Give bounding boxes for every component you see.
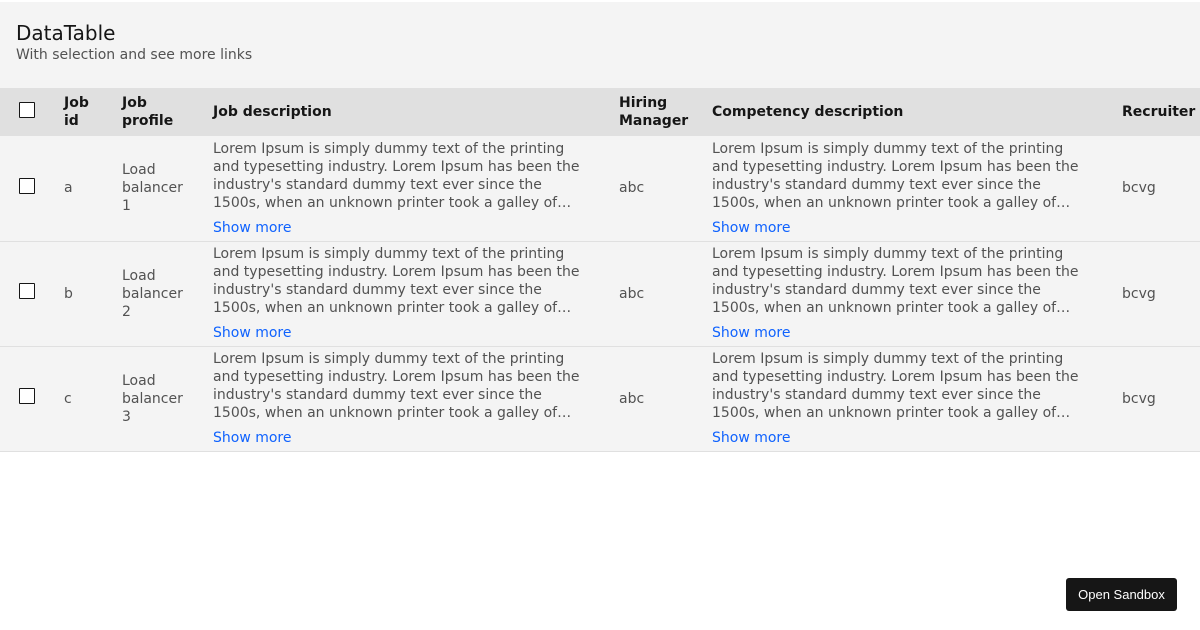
cell-recruiter: bcvg bbox=[1122, 285, 1156, 302]
row-select-checkbox[interactable] bbox=[19, 283, 35, 299]
job-description-text: Lorem Ipsum is simply dummy text of the printing and typesetting industry. Lorem Ipsum has been the industry's standard dummy text ever since the 1500s, when an unknown printer took a galley of bbox=[213, 351, 580, 421]
row-select-cell bbox=[0, 241, 48, 346]
header-job-profile[interactable]: Job profile bbox=[122, 95, 174, 129]
cell-recruiter: bcvg bbox=[1122, 180, 1156, 197]
cell-competency-description bbox=[696, 136, 1106, 241]
cell-job-profile: Load balancer 2 bbox=[122, 267, 183, 320]
cell-competency-description bbox=[696, 346, 1106, 451]
table-header-row bbox=[0, 88, 1200, 136]
cell-job-id: a bbox=[64, 180, 73, 197]
competency-description-show-more-link[interactable]: Show more bbox=[712, 219, 791, 236]
cell-job-description bbox=[197, 346, 603, 451]
competency-description-text: Lorem Ipsum is simply dummy text of the printing and typesetting industry. Lorem Ipsum has been the industry's standard dummy text ever since the 1500s, when an unknown printer took a galley of bbox=[712, 140, 1079, 211]
competency-description-show-more-link[interactable]: Show more bbox=[712, 430, 791, 446]
table-row bbox=[0, 136, 1200, 241]
select-all-checkbox[interactable] bbox=[19, 102, 35, 118]
cell-job-id: b bbox=[64, 285, 73, 302]
cell-job-description bbox=[197, 136, 603, 241]
table-row bbox=[0, 241, 1200, 346]
cell-job-profile: Load balancer 3 bbox=[122, 372, 183, 425]
cell-hiring-manager: abc bbox=[619, 285, 645, 302]
row-select-cell bbox=[0, 136, 48, 241]
row-select-checkbox[interactable] bbox=[19, 388, 35, 404]
data-table-container bbox=[0, 2, 1200, 452]
competency-description-text: Lorem Ipsum is simply dummy text of the printing and typesetting industry. Lorem Ipsum has been the industry's standard dummy text ever since the 1500s, when an unknown printer took a galley of bbox=[712, 351, 1079, 421]
job-description-show-more-link[interactable]: Show more bbox=[213, 325, 292, 341]
table-body bbox=[0, 136, 1200, 451]
cell-hiring-manager: abc bbox=[619, 180, 645, 197]
cell-hiring-manager: abc bbox=[619, 390, 645, 407]
header-job-id[interactable]: Job id bbox=[64, 95, 89, 129]
table-header-area bbox=[0, 2, 1200, 88]
select-all-cell bbox=[0, 88, 48, 136]
header-recruiter[interactable]: Recruiter bbox=[1122, 104, 1196, 120]
cell-job-id: c bbox=[64, 390, 72, 407]
table-title: DataTable bbox=[16, 21, 116, 45]
job-description-text: Lorem Ipsum is simply dummy text of the printing and typesetting industry. Lorem Ipsum has been the industry's standard dummy text ever since the 1500s, when an unknown printer took a galley of bbox=[213, 246, 580, 316]
cell-job-profile: Load balancer 1 bbox=[122, 162, 183, 215]
data-table bbox=[0, 88, 1200, 452]
competency-description-text: Lorem Ipsum is simply dummy text of the printing and typesetting industry. Lorem Ipsum has been the industry's standard dummy text ever since the 1500s, when an unknown printer took a galley of bbox=[712, 246, 1079, 316]
job-description-show-more-link[interactable]: Show more bbox=[213, 219, 292, 236]
cell-competency-description bbox=[696, 241, 1106, 346]
table-subtitle: With selection and see more links bbox=[16, 47, 253, 63]
header-job-description[interactable]: Job description bbox=[213, 104, 332, 120]
header-competency-description[interactable]: Competency description bbox=[712, 104, 904, 120]
job-description-text: Lorem Ipsum is simply dummy text of the printing and typesetting industry. Lorem Ipsum has been the industry's standard dummy text ever since the 1500s, when an unknown printer took a galley of bbox=[213, 140, 580, 211]
open-sandbox-button[interactable]: Open Sandbox bbox=[1066, 578, 1177, 611]
competency-description-show-more-link[interactable]: Show more bbox=[712, 325, 791, 341]
job-description-show-more-link[interactable]: Show more bbox=[213, 430, 292, 446]
cell-recruiter: bcvg bbox=[1122, 390, 1156, 407]
header-hiring-manager[interactable]: Hiring Manager bbox=[619, 95, 689, 129]
cell-job-description bbox=[197, 241, 603, 346]
row-select-cell bbox=[0, 346, 48, 451]
table-row bbox=[0, 346, 1200, 451]
row-select-checkbox[interactable] bbox=[19, 178, 35, 194]
